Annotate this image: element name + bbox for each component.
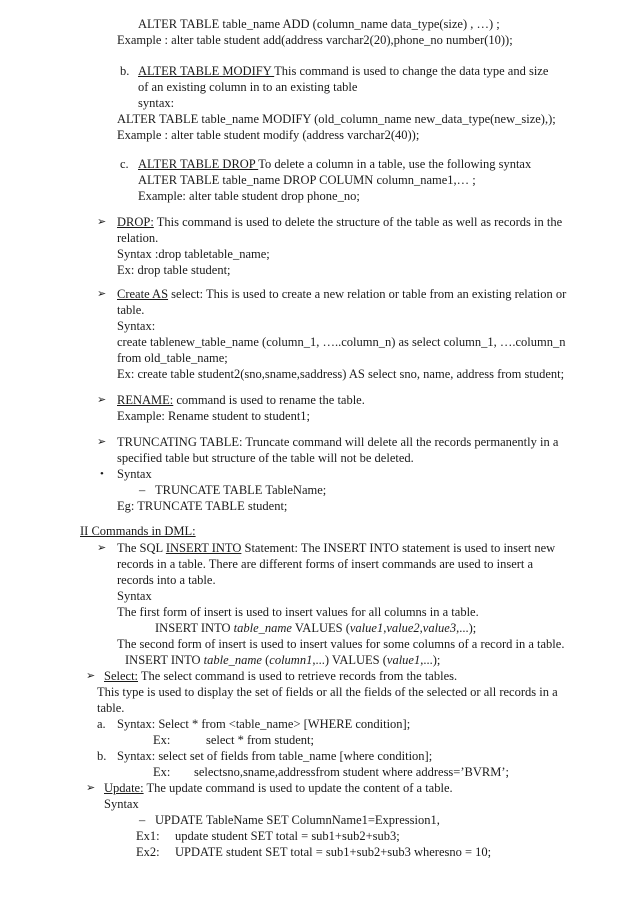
alter-modify-example: Example : alter table student modify (address varchar2(40)); bbox=[117, 128, 420, 142]
select-a-syntax: Syntax: Select * from <table_name> [WHERE condition]; bbox=[117, 717, 411, 731]
insert-form2-open: ( bbox=[261, 653, 270, 667]
insert-desc1: Statement: The INSERT INTO statement is used to insert new bbox=[241, 541, 556, 555]
create-as-example: Ex: create table student2(sno,sname,saddress) AS select sno, name, address from student; bbox=[117, 367, 565, 381]
insert-form1-value3: value3 bbox=[422, 621, 457, 635]
alter-modify-syntax-label: syntax: bbox=[138, 96, 175, 110]
insert-form2-value1: value1 bbox=[386, 653, 421, 667]
alter-drop-example: Example: alter table student drop phone_no; bbox=[138, 189, 360, 203]
alter-add-syntax: ALTER TABLE table_name ADD (column_name data_type(size) , …) ; bbox=[138, 17, 500, 31]
alter-modify-desc1: This command is used to change the data type and size bbox=[274, 64, 549, 78]
select-line bbox=[104, 669, 457, 684]
alter-drop-marker: c. bbox=[120, 157, 129, 171]
arrow-bullet-icon: ➢ bbox=[97, 542, 107, 554]
create-as-line bbox=[117, 287, 566, 302]
alter-drop-desc: To delete a column in a table, use the following syntax bbox=[258, 157, 532, 171]
create-as-desc2: table. bbox=[117, 303, 145, 317]
drop-syntax: Syntax :drop tabletable_name; bbox=[117, 247, 270, 261]
create-as-title: Create AS bbox=[117, 287, 169, 301]
insert-form2-end: ,...); bbox=[420, 653, 441, 667]
update-title: Update: bbox=[104, 781, 144, 795]
drop-desc2: relation. bbox=[117, 231, 159, 245]
insert-form1-value1: value1 bbox=[349, 621, 384, 635]
insert-desc2: records in a table. There are different forms of insert commands are used to insert a bbox=[117, 557, 534, 571]
update-dash: – bbox=[139, 813, 146, 827]
insert-form1-end: ,...); bbox=[456, 621, 477, 635]
insert-form1-sep2: , bbox=[419, 621, 423, 635]
select-b-ex-label: Ex: bbox=[153, 765, 171, 779]
truncate-syntax-label: Syntax bbox=[117, 467, 152, 481]
insert-form2 bbox=[125, 653, 440, 668]
arrow-bullet-icon: ➢ bbox=[86, 670, 96, 682]
rename-desc: command is used to rename the table. bbox=[173, 393, 365, 407]
update-desc: The update command is used to update the content of a table. bbox=[143, 781, 453, 795]
update-syntax-label: Syntax bbox=[104, 797, 139, 811]
select-a-ex: select * from student; bbox=[206, 733, 314, 747]
update-ex2: UPDATE student SET total = sub1+sub2+sub3 wheresno = 10; bbox=[175, 845, 492, 859]
insert-form2-values: ,...) VALUES ( bbox=[312, 653, 387, 667]
alter-drop-syntax: ALTER TABLE table_name DROP COLUMN column_name1,… ; bbox=[138, 173, 476, 187]
insert-form1-sep1: , bbox=[383, 621, 387, 635]
arrow-bullet-icon: ➢ bbox=[86, 782, 96, 794]
rename-line bbox=[117, 393, 365, 408]
drop-line bbox=[117, 215, 562, 230]
arrow-bullet-icon: ➢ bbox=[97, 394, 107, 406]
truncate-desc2: specified table but structure of the table will not be deleted. bbox=[117, 451, 414, 465]
select-desc3: table. bbox=[97, 701, 125, 715]
update-ex2-label: Ex2: bbox=[136, 845, 160, 859]
truncate-example: Eg: TRUNCATE TABLE student; bbox=[117, 499, 288, 513]
select-desc1: The select command is used to retrieve records from the tables. bbox=[138, 669, 458, 683]
alter-drop-title: ALTER TABLE DROP bbox=[138, 157, 259, 171]
alter-modify-title: ALTER TABLE MODIFY bbox=[138, 64, 275, 78]
truncate-desc1: TRUNCATING TABLE: Truncate command will delete all the records permanently in a bbox=[117, 435, 559, 449]
alter-add-example: Example : alter table student add(address varchar2(20),phone_no number(10)); bbox=[117, 33, 513, 47]
alter-modify-line bbox=[138, 64, 548, 79]
select-desc2: This type is used to display the set of fields or all the fields of the selected or all records in a bbox=[97, 685, 558, 699]
insert-prefix: The SQL bbox=[117, 541, 166, 555]
insert-form1 bbox=[155, 621, 476, 636]
drop-example: Ex: drop table student; bbox=[117, 263, 231, 277]
update-ex1: update student SET total = sub1+sub2+sub3; bbox=[175, 829, 400, 843]
update-ex1-label: Ex1: bbox=[136, 829, 160, 843]
create-as-syntax1: create tablenew_table_name (column_1, …..column_n) as select column_1, ….column_n bbox=[117, 335, 566, 349]
bullet-dot-icon: • bbox=[100, 468, 104, 480]
alter-modify-marker: b. bbox=[120, 64, 130, 78]
create-as-syntax-label: Syntax: bbox=[117, 319, 156, 333]
insert-form1-kw: INSERT INTO bbox=[155, 621, 234, 635]
insert-form1-values: VALUES ( bbox=[291, 621, 350, 635]
insert-line bbox=[117, 541, 555, 556]
update-line bbox=[104, 781, 453, 796]
insert-title: INSERT INTO bbox=[165, 541, 242, 555]
rename-example: Example: Rename student to student1; bbox=[117, 409, 311, 423]
insert-second-form: The second form of insert is used to insert values for some columns of a record in a table. bbox=[117, 637, 565, 651]
insert-form2-table: table_name bbox=[203, 653, 262, 667]
drop-desc1: This command is used to delete the structure of the table as well as records in the bbox=[153, 215, 563, 229]
dml-heading: II Commands in DML: bbox=[80, 524, 196, 538]
truncate-dash: – bbox=[139, 483, 146, 497]
insert-form1-table: table_name bbox=[233, 621, 292, 635]
select-b-ex: selectsno,sname,addressfrom student where address=’BVRM’; bbox=[194, 765, 509, 779]
alter-modify-syntax: ALTER TABLE table_name MODIFY (old_column_name new_data_type(new_size),); bbox=[117, 112, 556, 126]
select-title: Select: bbox=[104, 669, 139, 683]
create-as-syntax2: from old_table_name; bbox=[117, 351, 228, 365]
insert-first-form: The first form of insert is used to insert values for all columns in a table. bbox=[117, 605, 479, 619]
create-as-desc1: select: This is used to create a new relation or table from an existing relation or bbox=[168, 287, 567, 301]
truncate-syntax: TRUNCATE TABLE TableName; bbox=[155, 483, 327, 497]
drop-title: DROP: bbox=[117, 215, 154, 229]
insert-form1-value2: value2 bbox=[386, 621, 420, 635]
arrow-bullet-icon: ➢ bbox=[97, 288, 107, 300]
arrow-bullet-icon: ➢ bbox=[97, 436, 107, 448]
update-syntax: UPDATE TableName SET ColumnName1=Expression1, bbox=[155, 813, 440, 827]
insert-desc3: records into a table. bbox=[117, 573, 216, 587]
insert-form2-kw: INSERT INTO bbox=[125, 653, 204, 667]
select-a-marker: a. bbox=[97, 717, 106, 731]
arrow-bullet-icon: ➢ bbox=[97, 216, 107, 228]
select-b-syntax: Syntax: select set of fields from table_name [where condition]; bbox=[117, 749, 433, 763]
alter-modify-desc2: of an existing column in to an existing table bbox=[138, 80, 358, 94]
select-a-ex-label: Ex: bbox=[153, 733, 171, 747]
select-b-marker: b. bbox=[97, 749, 107, 763]
insert-form2-column1: column1 bbox=[269, 653, 313, 667]
alter-drop-line bbox=[138, 157, 531, 172]
rename-title: RENAME: bbox=[117, 393, 174, 407]
insert-syntax-label: Syntax bbox=[117, 589, 152, 603]
